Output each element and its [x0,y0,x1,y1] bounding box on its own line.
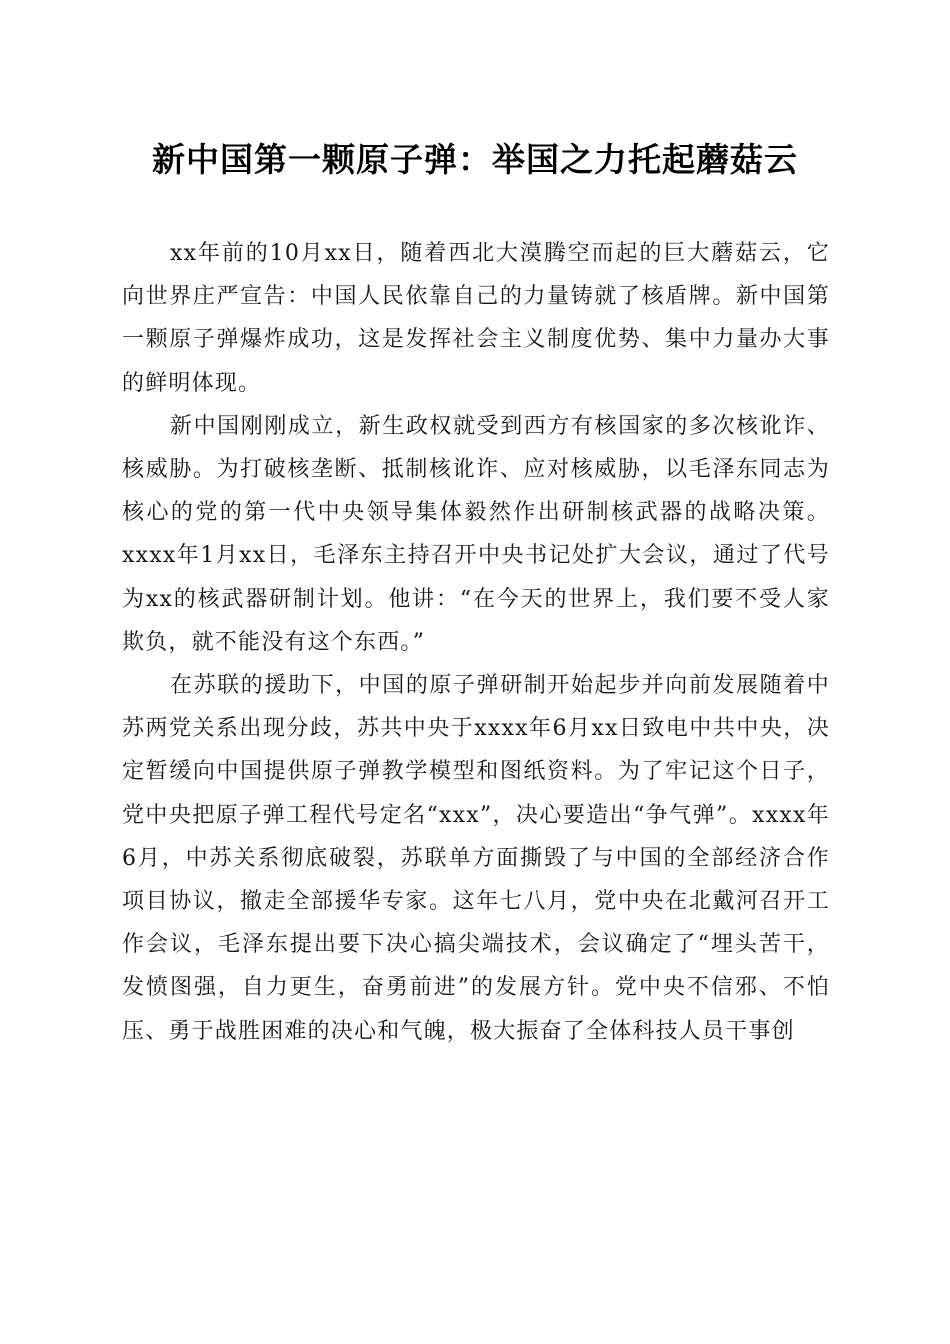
document-title: 新中国第一颗原子弹：举国之力托起蘑菇云 [152,140,798,179]
paragraph-1: xx年前的10月xx日，随着西北大漠腾空而起的巨大蘑菇云，它向世界庄严宣告：中国人民依靠自己的力量铸就了核盾牌。新中国第一颗原子弹爆炸成功，这是发挥社会主义制度优势、集中力量办大事的鲜明体现。 [122,241,830,396]
paragraph-2: 新中国刚刚成立，新生政权就受到西方有核国家的多次核讹诈、核威胁。为打破核垄断、抵制核讹诈、应对核威胁，以毛泽东同志为核心的党的第一代中央领导集体毅然作出研制核武器的战略决策。xxxx年1月xx日，毛泽东主持召开中央书记处扩大会议，通过了代号为xx的核武器研制计划。他讲：“在今天的世界上，我们要不受人家欺负，就不能没有这个东西。” [122,413,830,655]
paragraph-3: 在苏联的援助下，中国的原子弹研制开始起步并向前发展随着中苏两党关系出现分歧，苏共中央于xxxx年6月xx日致电中共中央，决定暂缓向中国提供原子弹教学模型和图纸资料。为了牢记这个日子，党中央把原子弹工程代号定名“xxx”，决心要造出“争气弹”。xxxx年6月，中苏关系彻底破裂，苏联单方面撕毁了与中国的全部经济合作项目协议，撤走全部援华专家。这年七八月，党中央在北戴河召开工作会议，毛泽东提出要下决心搞尖端技术，会议确定了“埋头苦干，发愤图强，自力更生，奋勇前进”的发展方针。党中央不信邪、不怕压、勇于战胜困难的决心和气魄，极大振奋了全体科技人员干事创 [122,673,830,1044]
document-body [122,232,830,1053]
